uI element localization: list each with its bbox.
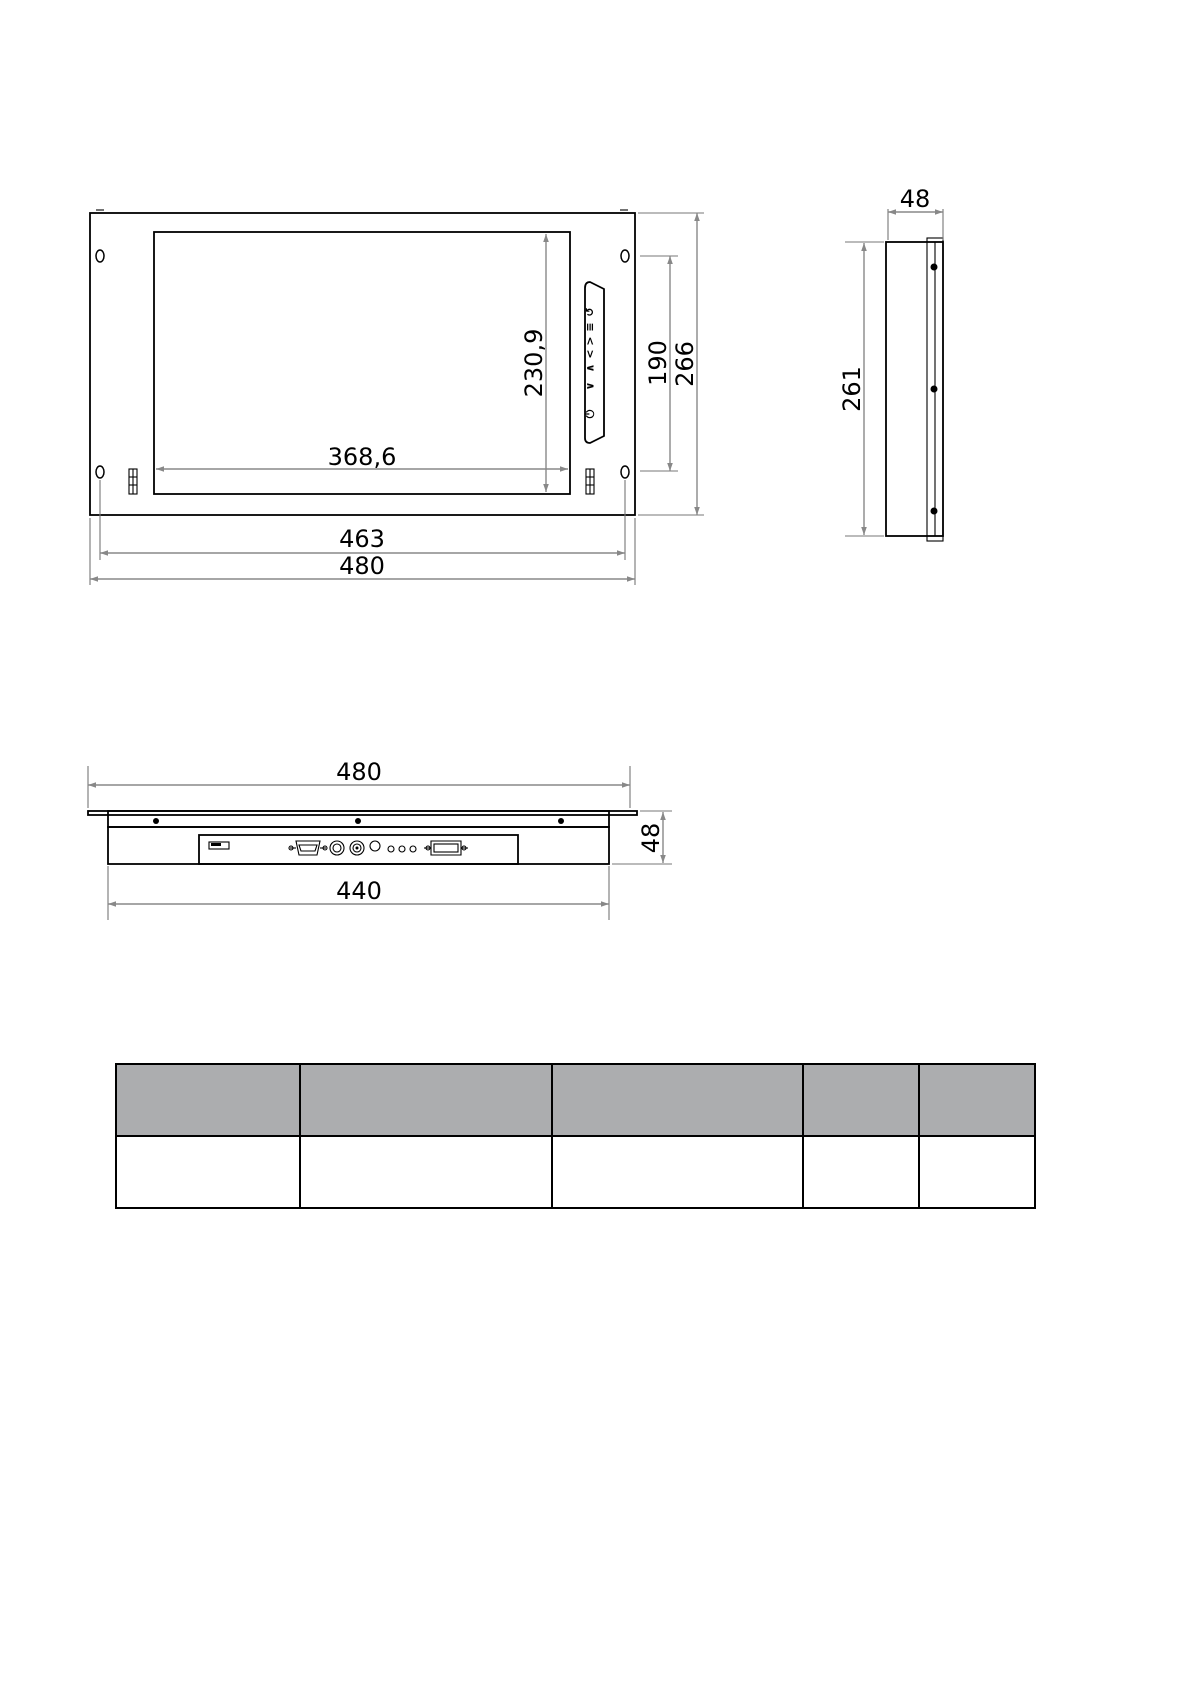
menu-button-icon[interactable]: ≡ — [583, 322, 597, 332]
table-header-row — [116, 1064, 1035, 1136]
connectors — [209, 841, 468, 855]
rca-jack-2 — [399, 846, 405, 852]
panel-width-label: 368,6 — [327, 443, 397, 471]
side-view — [838, 185, 943, 541]
bottom-overall-width-label: 480 — [336, 758, 382, 786]
chassis-body — [108, 827, 609, 864]
mounting-screw — [931, 386, 938, 393]
table-cell — [552, 1136, 803, 1208]
table-cell — [919, 1136, 1035, 1208]
mounting-screw — [558, 818, 564, 824]
dvi-port — [424, 841, 468, 855]
connector-panel — [199, 835, 518, 864]
power-button-icon[interactable]: ⏻ — [583, 409, 597, 419]
rca-jack-1 — [388, 846, 394, 852]
table-header-cell — [919, 1064, 1035, 1136]
mounting-hole — [96, 466, 104, 478]
overall-width-label: 480 — [339, 552, 385, 580]
overall-height-label: 266 — [671, 341, 699, 387]
spec-table — [115, 1063, 1036, 1209]
down-button-icon[interactable]: ∨ — [583, 381, 597, 391]
bottom-depth-label: 48 — [637, 822, 665, 854]
table-header-cell — [116, 1064, 300, 1136]
mounting-screw — [355, 818, 361, 824]
panel-height-label: 230,9 — [520, 328, 548, 398]
mount-spacing-width-label: 463 — [339, 525, 385, 553]
side-depth-label: 48 — [899, 185, 931, 213]
table-header-cell — [552, 1064, 803, 1136]
mounting-screw — [153, 818, 159, 824]
mounting-hole — [621, 466, 629, 478]
side-height-label: 261 — [838, 366, 866, 412]
front-view — [90, 210, 704, 585]
mounting-screw — [931, 264, 938, 271]
return-button-icon[interactable]: ↺ — [583, 307, 597, 317]
table-cell — [803, 1136, 919, 1208]
terminal-block — [586, 469, 594, 494]
table-header-cell — [803, 1064, 919, 1136]
table-row — [116, 1136, 1035, 1208]
audio-jack — [370, 841, 380, 851]
bottom-view — [88, 758, 672, 920]
mounting-hole — [96, 250, 104, 262]
terminal-block — [129, 469, 137, 494]
mount-spacing-height-label: 190 — [644, 340, 672, 386]
rca-jack-3 — [410, 846, 416, 852]
table-cell — [116, 1136, 300, 1208]
mounting-hole — [621, 250, 629, 262]
vga-port — [289, 841, 327, 855]
left-button-icon[interactable]: < — [583, 349, 597, 359]
mounting-screw — [931, 508, 938, 515]
table-cell — [300, 1136, 552, 1208]
bnc-port — [350, 841, 364, 855]
s-video-port — [330, 841, 344, 855]
bottom-body-width-label: 440 — [336, 877, 382, 905]
up-button-icon[interactable]: ∧ — [583, 363, 597, 373]
right-button-icon[interactable]: > — [583, 336, 597, 346]
table-header-cell — [300, 1064, 552, 1136]
